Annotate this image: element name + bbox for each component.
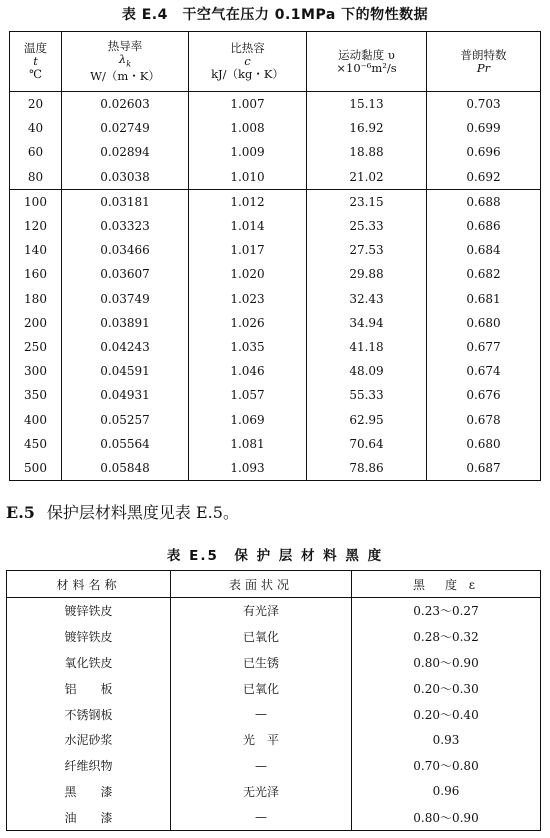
header-surface-condition: 表面状况	[171, 571, 352, 598]
table-e4	[9, 31, 541, 481]
table-row: 纤维织物 — 0.70～0.80	[7, 753, 541, 779]
table-row: 140 0.03466 1.017 27.53 0.684	[10, 238, 541, 262]
section-text: 保护层材料黑度见表 E.5。	[46, 503, 239, 522]
table-row: 400 0.05257 1.069 62.95 0.678	[10, 407, 541, 431]
table-row: 100 0.03181 1.012 23.15 0.688	[10, 189, 541, 214]
header-kinematic-viscosity: 运动黏度 υ ×10⁻⁶m²/s	[307, 32, 427, 92]
table-row: 120 0.03323 1.014 25.33 0.686	[10, 214, 541, 238]
section-number: E.5	[6, 503, 35, 522]
table-header-row	[7, 571, 541, 598]
table-row: 350 0.04931 1.057 55.33 0.676	[10, 383, 541, 407]
table-row: 250 0.04243 1.035 41.18 0.677	[10, 335, 541, 359]
header-temperature: 温度 t ℃	[10, 32, 62, 92]
table-row: 氧化铁皮 已生锈 0.80～0.90	[7, 650, 541, 676]
table-row: 500 0.05848 1.093 78.86 0.687	[10, 456, 541, 481]
table-row: 20 0.02603 1.007 15.13 0.703	[10, 92, 541, 117]
table-row: 80 0.03038 1.010 21.02 0.692	[10, 165, 541, 190]
table-row: 油 漆 — 0.80～0.90	[7, 804, 541, 830]
table-row: 300 0.04591 1.046 48.09 0.674	[10, 359, 541, 383]
table-row: 40 0.02749 1.008 16.92 0.699	[10, 116, 541, 140]
table-row: 水泥砂浆 光 平 0.93	[7, 727, 541, 753]
table-header-row	[10, 32, 541, 92]
table-row: 160 0.03607 1.020 29.88 0.682	[10, 262, 541, 286]
table-row: 镀锌铁皮 已氧化 0.28～0.32	[7, 624, 541, 650]
header-prandtl-number: 普朗特数 Pr	[427, 32, 541, 92]
table-e4-title: 表 E.4 干空气在压力 0.1MPa 下的物性数据	[121, 7, 429, 23]
table-e5	[6, 570, 541, 831]
table-row: 不锈钢板 — 0.20～0.40	[7, 701, 541, 727]
table-row: 450 0.05564 1.081 70.64 0.680	[10, 432, 541, 456]
header-emissivity: 黑 度 ε	[352, 571, 541, 598]
table-row: 铝 板 已氧化 0.20～0.30	[7, 675, 541, 701]
table-row: 黑 漆 无光泽 0.96	[7, 779, 541, 805]
header-specific-heat: 比热容 c kJ/（kg・K）	[189, 32, 307, 92]
table-row: 180 0.03749 1.023 32.43 0.681	[10, 287, 541, 311]
table-row: 镀锌铁皮 有光泽 0.23～0.27	[7, 598, 541, 624]
table-e5-title: 表 E.5 保 护 层 材 料 黑 度	[166, 548, 384, 564]
section-heading-e5	[6, 500, 239, 523]
table-row: 200 0.03891 1.026 34.94 0.680	[10, 311, 541, 335]
header-thermal-conductivity: 热导率 $\lambda_k$ W/（m・K）	[62, 32, 189, 92]
header-material-name: 材料名称	[7, 571, 171, 598]
table-row: 60 0.02894 1.009 18.88 0.696	[10, 140, 541, 164]
